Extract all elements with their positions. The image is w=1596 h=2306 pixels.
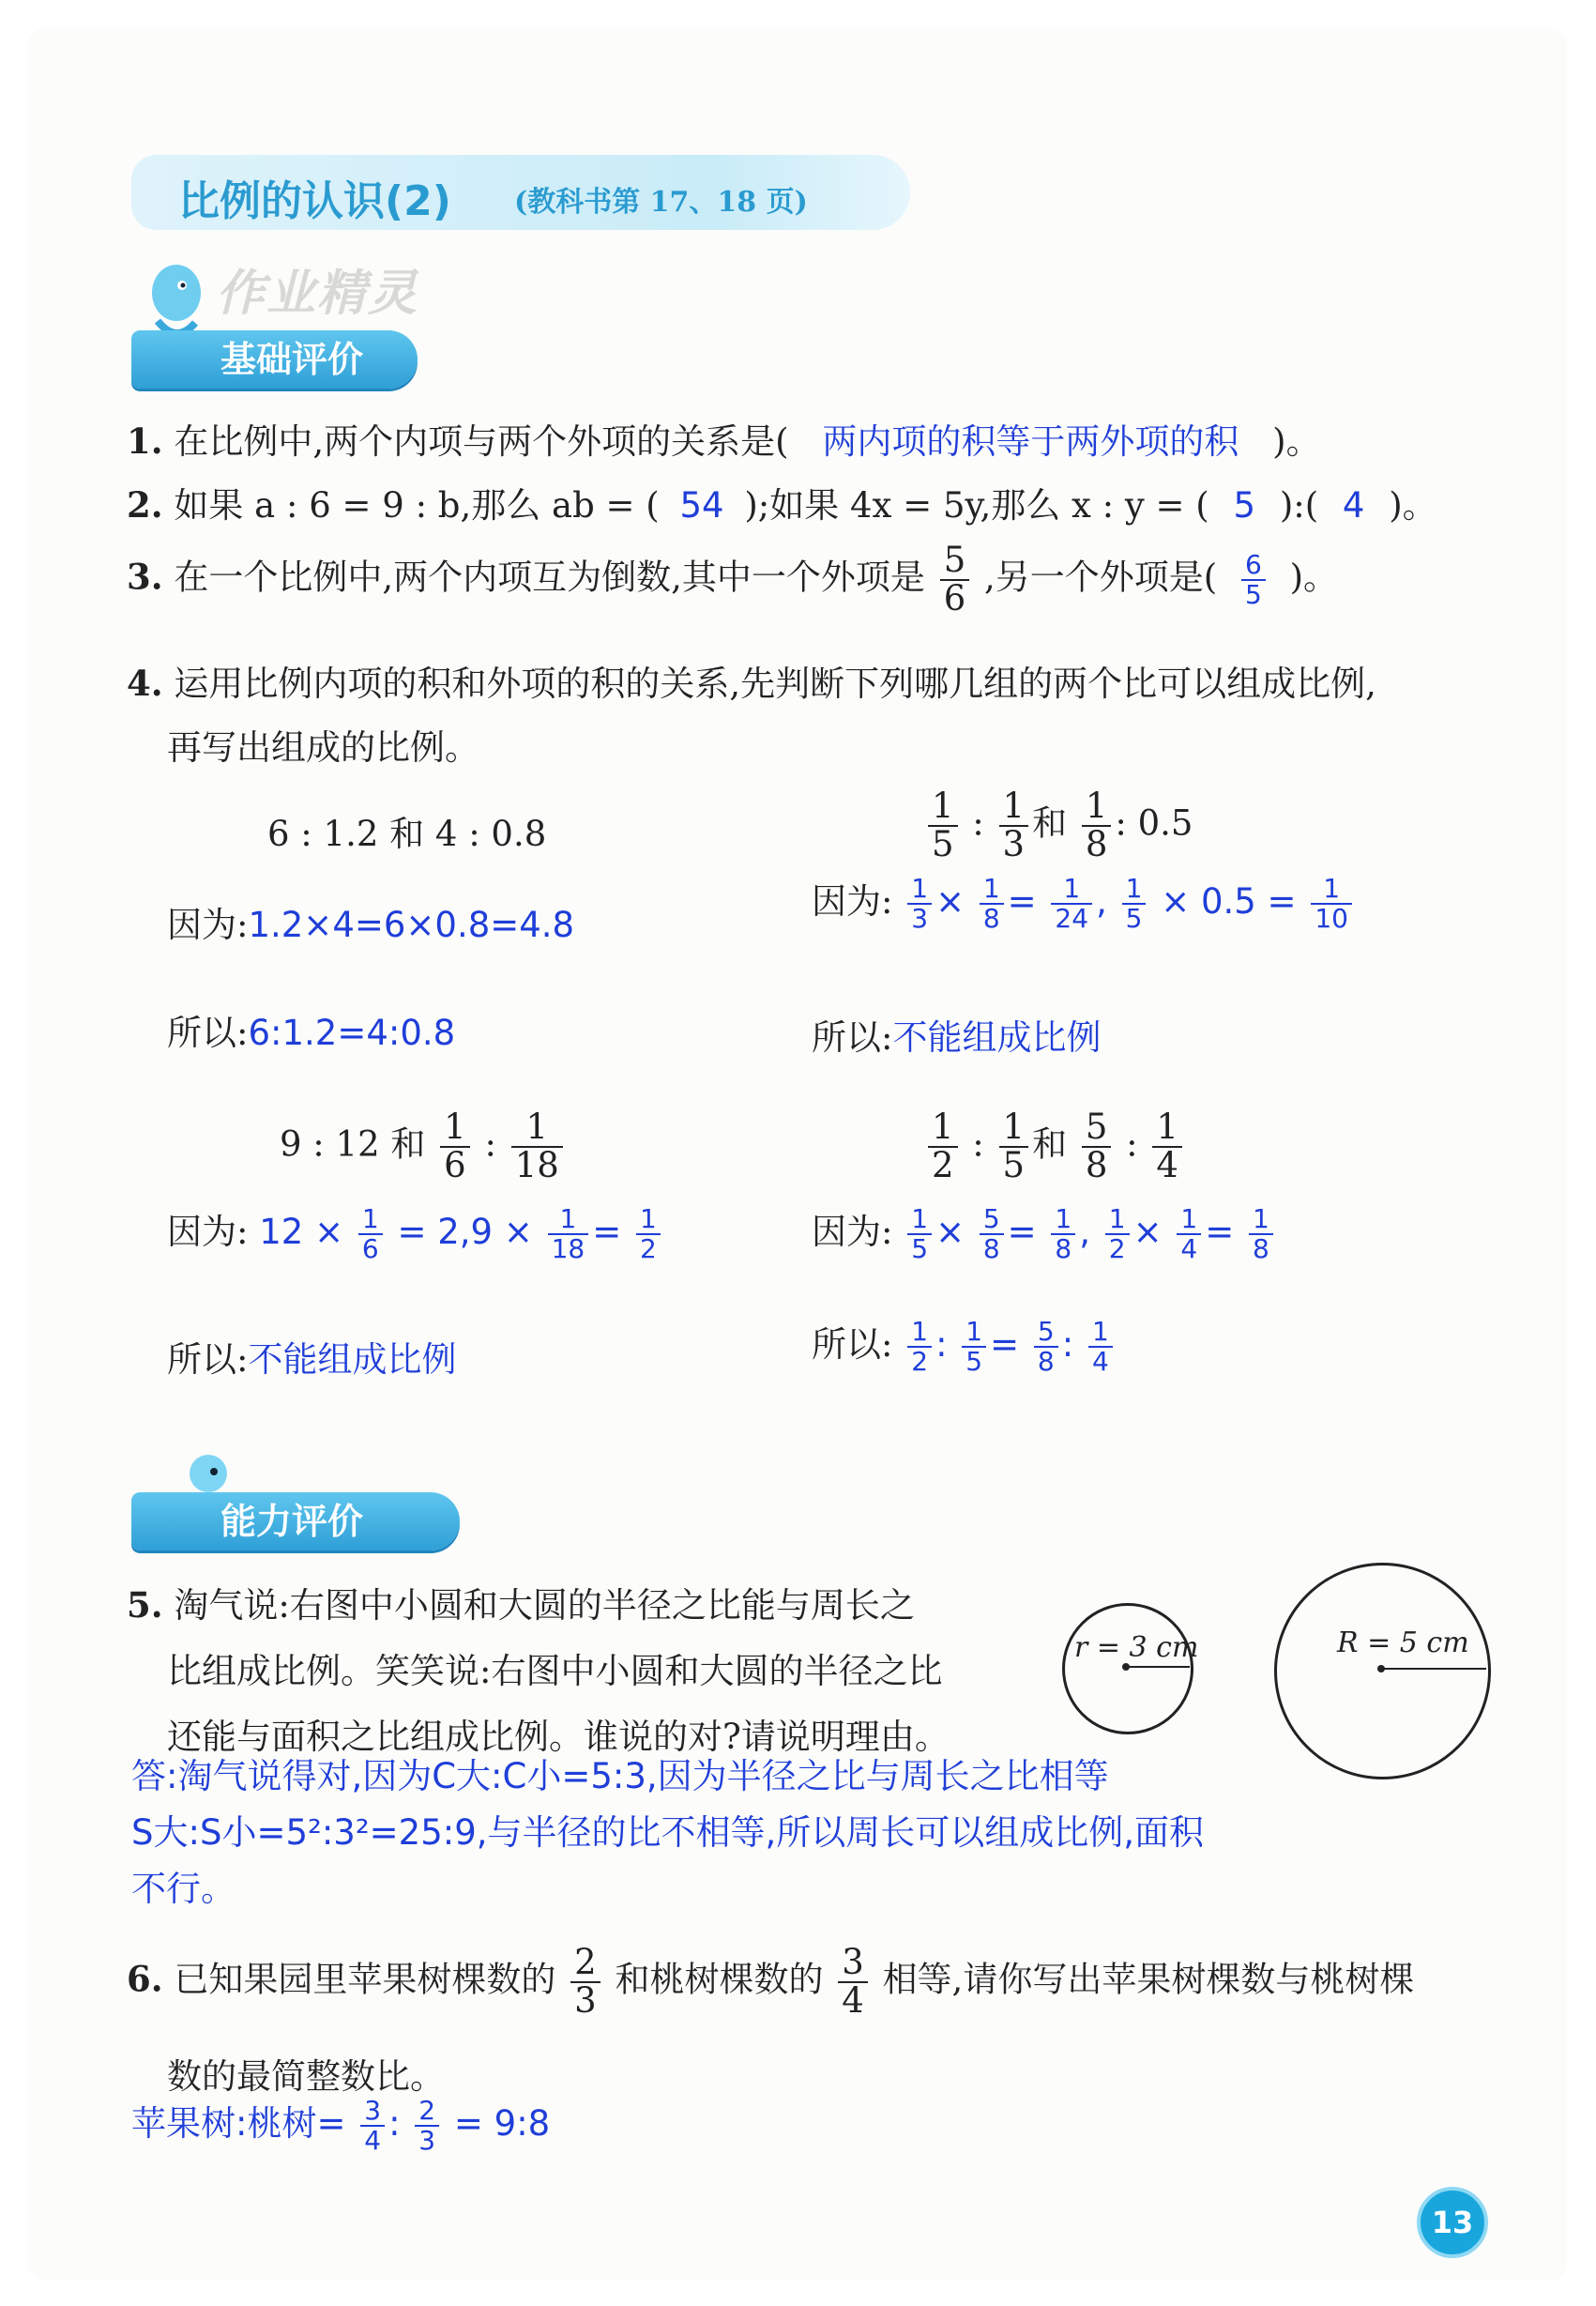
- section-basic-tag: 基础评价: [131, 330, 418, 389]
- q2-text-2: );如果 4x = 5y,那么 x : y = (: [744, 485, 1209, 526]
- q2-text-3: ):(: [1279, 485, 1319, 526]
- q4-g3-because: 因为: 12 × $\frac{1}{6}$ = 2,9 × $\frac{1}{18}$ = $\frac{1}{2}$: [167, 1203, 664, 1262]
- q4-line-1: 运用比例内项的积和外项的积的关系,先判断下列哪几组的两个比可以组成比例,: [174, 664, 1376, 704]
- big-circle-label: R = 5 cm: [1337, 1626, 1469, 1659]
- q3-fraction: $\frac{5}{6}$: [940, 542, 970, 618]
- q5-answer-line-3: 不行。: [131, 1869, 236, 1909]
- q1-close: )。: [1272, 421, 1321, 462]
- q2-answer-3: 4: [1342, 485, 1365, 526]
- q3-text-3: )。: [1289, 557, 1339, 598]
- q4-g2-expression: $\frac{1}{5}$ : $\frac{1}{3}$ 和 $\frac{1}{8}$ : 0.5: [924, 788, 1193, 863]
- q3-answer-fraction: $\frac{6}{5}$: [1241, 551, 1266, 608]
- q2-answer-1: 54: [679, 485, 724, 526]
- q4-g2-because: 因为: $\frac{1}{3}$ × $\frac{1}{8}$ = $\frac{1}{24}$ , $\frac{1}{5}$ × 0.5 = $\frac{1}{10}$: [812, 873, 1356, 932]
- watermark-text: 作业精灵: [216, 266, 419, 322]
- q3-number: 3.: [127, 556, 163, 598]
- q4-g2-so-answer: 不能组成比例: [892, 1017, 1102, 1058]
- q4-g4-because-answer: $\frac{1}{5}$ × $\frac{5}{8}$ = $\frac{1}{8}$ , $\frac{1}{2}$ × $\frac{1}{4}$ = $\frac{1}{8}$: [904, 1212, 1277, 1252]
- q1-text: 在比例中,两个内项与两个外项的关系是(: [174, 421, 789, 462]
- q4-g3-because-answer: 12 × $\frac{1}{6}$ = 2,9 × $\frac{1}{18}$ = $\frac{1}{2}$: [259, 1212, 664, 1252]
- q1-answer: 两内项的积等于两外项的积: [822, 421, 1239, 462]
- big-circle-radius: [1381, 1668, 1486, 1670]
- small-circle-label: r = 3 cm: [1074, 1631, 1199, 1664]
- q2-text-4: )。: [1389, 485, 1437, 526]
- q3-text-1: 在一个比例中,两个内项互为倒数,其中一个外项是: [174, 557, 925, 598]
- question-1: [127, 413, 1321, 464]
- q4-number: 4.: [127, 663, 163, 704]
- page-title: 比例的认识(2): [178, 177, 451, 225]
- q5-line-1: 5. 淘气说:右图中小圆和大圆的半径之比能与周长之: [127, 1584, 915, 1626]
- q2-text-1: 如果 a : 6 = 9 : b,那么 ab = (: [174, 485, 660, 526]
- q5-answer-line-2: S大:S小=5²:3²=25:9,与半径的比不相等,所以周长可以组成比例,面积: [131, 1812, 1205, 1853]
- q4-line-2: 再写出组成的比例。: [167, 727, 479, 768]
- q6-line-2: 数的最简整数比。: [167, 2056, 445, 2097]
- question-2: [127, 477, 1437, 527]
- page-number-badge: 13: [1417, 2187, 1488, 2258]
- q5-number: 5.: [127, 1584, 163, 1626]
- q4-g4-so: 所以: $\frac{1}{2}$ : $\frac{1}{5}$ = $\frac{5}{8}$ : $\frac{1}{4}$: [812, 1316, 1117, 1375]
- question-3: [127, 542, 1338, 618]
- q1-number: 1.: [127, 420, 163, 462]
- q4-g1-expression: 6 : 1.2 和 4 : 0.8: [267, 814, 547, 854]
- q4-g3-so-answer: 不能组成比例: [248, 1339, 457, 1380]
- small-circle-radius: [1126, 1666, 1190, 1668]
- question-4-line-1: [127, 655, 1376, 706]
- q2-number: 2.: [127, 484, 163, 526]
- q4-g4-because: 因为: $\frac{1}{5}$ × $\frac{5}{8}$ = $\frac{1}{8}$ , $\frac{1}{2}$ × $\frac{1}{4}$ = $\frac{1}{8}$: [812, 1203, 1277, 1262]
- question-6: 6. 已知果园里苹果树棵数的 $\frac{2}{3}$ 和桃树棵数的 $\frac{3}{4}$ 相等,请你写出苹果树棵数与桃树棵: [127, 1942, 1415, 2021]
- q4-g4-expression: $\frac{1}{2}$ : $\frac{1}{5}$ 和 $\frac{5}{8}$ : $\frac{1}{4}$: [924, 1109, 1186, 1184]
- q4-g1-because-answer: 1.2×4=6×0.8=4.8: [248, 905, 575, 945]
- q4-g1-so: 所以:6:1.2=4:0.8: [167, 1013, 456, 1053]
- q5-line-3: 还能与面积之比组成比例。谁说的对?请说明理由。: [167, 1717, 950, 1757]
- q6-answer: 苹果树:桃树= $\frac{3}{4}$ : $\frac{2}{3}$ = 9:8: [131, 2095, 551, 2156]
- q3-text-2: ,另一个外项是(: [984, 557, 1218, 598]
- page-subtitle: (教科书第 17、18 页): [514, 186, 808, 219]
- q5-line-2: 比组成比例。笑笑说:右图中小圆和大圆的半径之比: [167, 1651, 943, 1691]
- q6-number: 6.: [127, 1958, 163, 2000]
- q4-g1-so-answer: 6:1.2=4:0.8: [248, 1013, 456, 1053]
- section-ability-tag: 能力评价: [131, 1492, 460, 1550]
- q4-g3-so: 所以:不能组成比例: [167, 1339, 457, 1380]
- q4-g1-because: 因为:1.2×4=6×0.8=4.8: [167, 905, 575, 945]
- q2-answer-2: 5: [1233, 485, 1256, 526]
- q4-g2-so: 所以:不能组成比例: [812, 1017, 1102, 1058]
- q4-g3-expression: 9 : 12 和 $\frac{1}{6}$ : $\frac{1}{18}$: [280, 1109, 567, 1184]
- q5-answer-line-1: 答:淘气说得对,因为C大:C小=5:3,因为半径之比与周长之比相等: [131, 1756, 1109, 1796]
- q4-g4-so-answer: $\frac{1}{2}$ : $\frac{1}{5}$ = $\frac{5}{8}$ : $\frac{1}{4}$: [904, 1324, 1117, 1365]
- q4-g2-because-answer: $\frac{1}{3}$ × $\frac{1}{8}$ = $\frac{1}{24}$ , $\frac{1}{5}$ × 0.5 = $\frac{1}{10}$: [904, 881, 1356, 922]
